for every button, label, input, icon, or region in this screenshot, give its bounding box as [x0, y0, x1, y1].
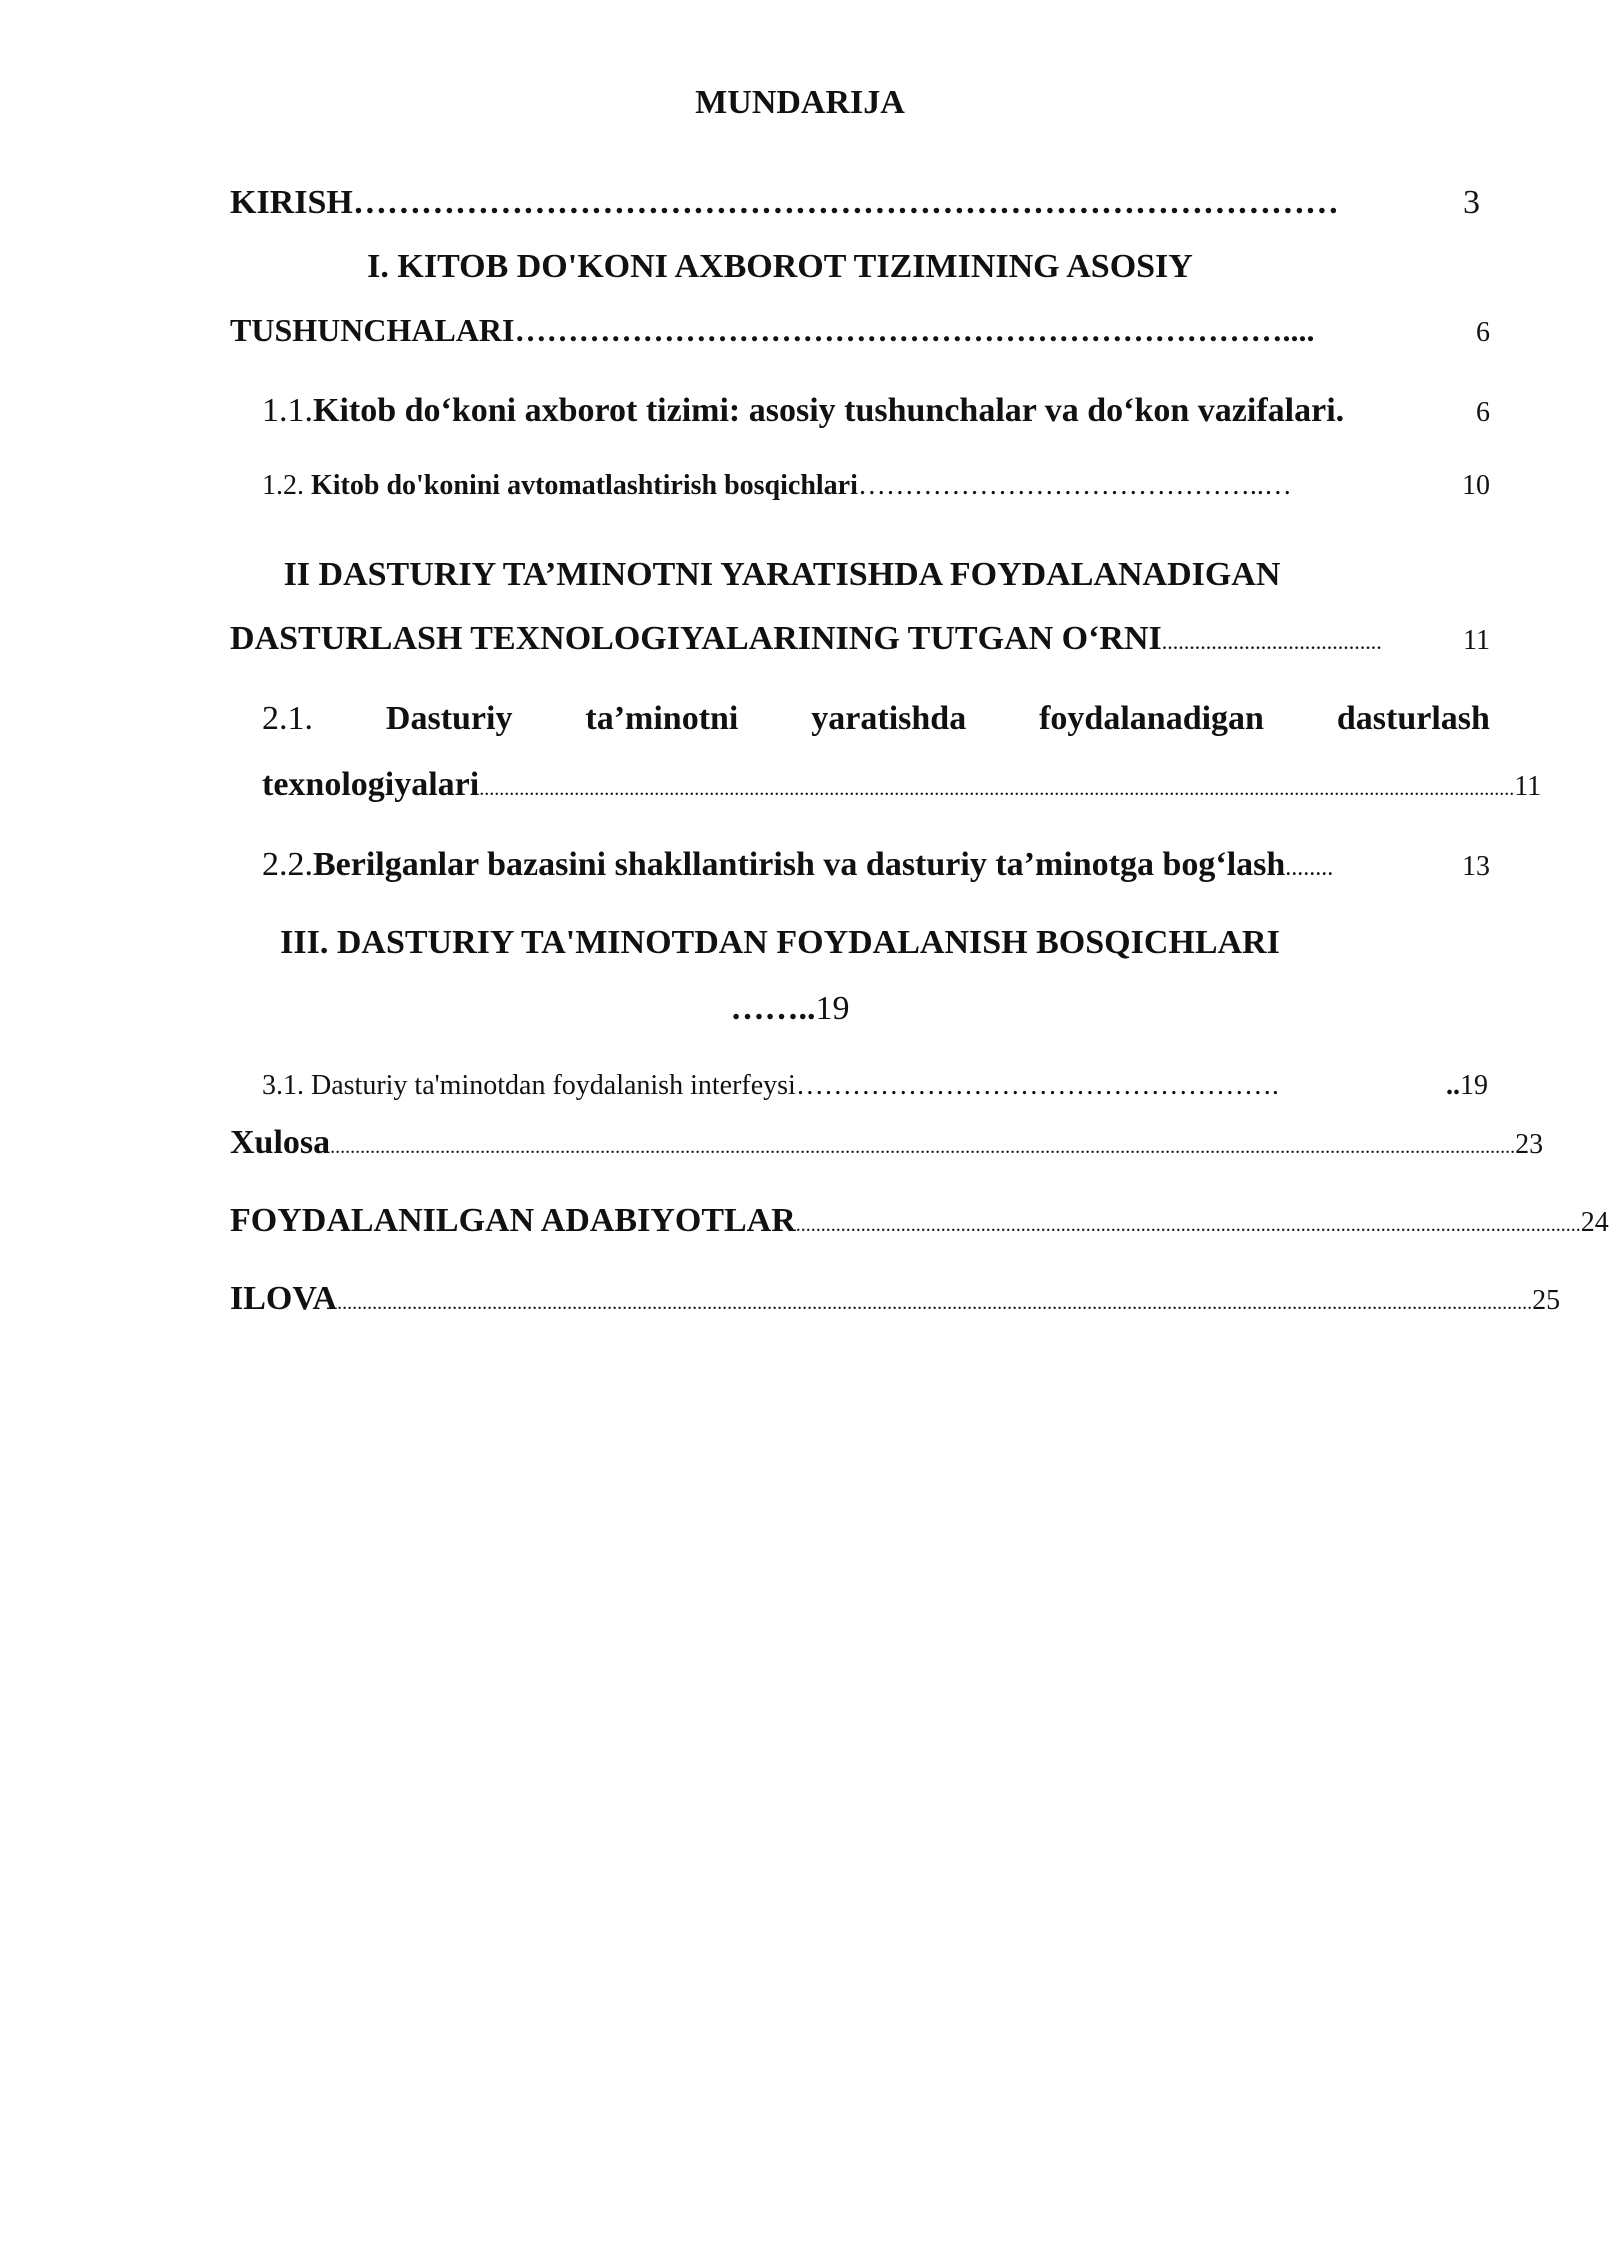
toc-chapter-1-heading[interactable]: I. KITOB DO'KONI AXBOROT TIZIMINING ASOSIY [367, 248, 1193, 285]
toc-leader: ……………………………………..… [857, 470, 1292, 501]
toc-section-number: 3.1. [262, 1070, 304, 1101]
toc-section-number: 1.1. [262, 392, 313, 429]
toc-entry-kirish[interactable] [230, 184, 1480, 222]
page-title: MUNDARIJA [695, 84, 905, 121]
toc-page-number: 3 [1463, 184, 1480, 221]
toc-leader: ............................................................................................................................................................................................................................................... [337, 1292, 1533, 1314]
toc-entry-adabiyotlar[interactable] [230, 1202, 1609, 1240]
toc-label: texnologiyalari [262, 766, 480, 803]
toc-entry-chapter-1[interactable] [230, 312, 1490, 349]
toc-leader-end: .. [1446, 1070, 1460, 1101]
toc-page-number: 23 [1515, 1129, 1544, 1160]
toc-chapter-3-heading[interactable]: III. DASTURIY TA'MINOTDAN FOYDALANISH BOSQICHLARI [280, 924, 1280, 961]
toc-page-number: 19 [1460, 1070, 1488, 1101]
toc-label-word: foydalanadigan [1039, 700, 1264, 737]
toc-page-number: 6 [1476, 317, 1490, 348]
toc-leader: ……………………………………………. [795, 1070, 1279, 1101]
toc-label: Kitob do'konini avtomatlashtirish bosqichlari [311, 470, 858, 501]
toc-entry-chapter-2[interactable] [230, 620, 1490, 658]
toc-section-number: 1.2. [262, 470, 304, 501]
toc-chapter-2-heading[interactable]: II DASTURIY TA’MINOTNI YARATISHDA FOYDALANADIGAN [283, 556, 1281, 593]
toc-page-number: 11 [1463, 625, 1490, 656]
toc-label-word: yaratishda [811, 700, 967, 737]
toc-page-number: 25 [1532, 1285, 1561, 1316]
toc-section-number: 2.1. [262, 700, 313, 737]
toc-entry-2-2[interactable] [262, 846, 1490, 884]
toc-entry-chapter-3-page[interactable] [0, 990, 1590, 1028]
toc-entry-ilova[interactable] [230, 1280, 1561, 1318]
toc-page-number: 24 [1580, 1207, 1609, 1238]
toc-entry-xulosa[interactable] [230, 1124, 1544, 1162]
toc-page-number: 11 [1514, 771, 1542, 802]
toc-entry-2-1-line-1[interactable] [262, 700, 1490, 738]
toc-page-number: 19 [815, 990, 850, 1027]
toc-leader: ........ [1285, 855, 1334, 881]
toc-leader: ……………………………………………………………….... [514, 312, 1315, 348]
toc-label-word: dasturlash [1336, 700, 1490, 737]
toc-label: FOYDALANILGAN ADABIYOTLAR [230, 1202, 796, 1239]
toc-entry-3-1[interactable] [262, 1070, 1488, 1102]
toc-page-number: 10 [1462, 470, 1490, 501]
toc-label-word: ta’minotni [585, 700, 739, 737]
toc-leader: ............................................................................................................................................................................................................... [479, 778, 1515, 800]
toc-label: DASTURLASH TEXNOLOGIYALARINING TUTGAN O‘RNI [230, 620, 1162, 657]
toc-leader: ............................................................................................................................................................................................................................................. [330, 1136, 1516, 1158]
toc-label: TUSHUNCHALARI [230, 312, 515, 348]
toc-section-number: 2.2. [262, 846, 313, 883]
toc-entry-1-2[interactable] [262, 470, 1490, 502]
toc-leader: …….. [730, 990, 816, 1027]
toc-label: Berilganlar bazasini shakllantirish va dasturiy ta’minotga bog‘lash [313, 846, 1286, 883]
toc-label: ILOVA [230, 1280, 338, 1317]
toc-label: Kitob do‘koni axborot tizimi: asosiy tushunchalar va do‘kon vazifalari. [313, 392, 1345, 429]
toc-entry-2-1[interactable] [262, 766, 1542, 804]
toc-leader: …………………………………………………………………………… [352, 184, 1339, 221]
toc-label: Dasturiy ta'minotdan foydalanish interfeysi [311, 1070, 796, 1101]
toc-leader: ........................................ [1161, 629, 1382, 654]
toc-page-number: 13 [1462, 851, 1490, 882]
toc-entry-1-1[interactable] [262, 392, 1490, 430]
toc-label: KIRISH [230, 184, 353, 221]
toc-page-number: 6 [1476, 397, 1490, 428]
toc-leader: ............................................................................................................................................................. [795, 1214, 1581, 1236]
toc-label-word: Dasturiy [385, 700, 513, 737]
toc-label: Xulosa [230, 1124, 331, 1161]
